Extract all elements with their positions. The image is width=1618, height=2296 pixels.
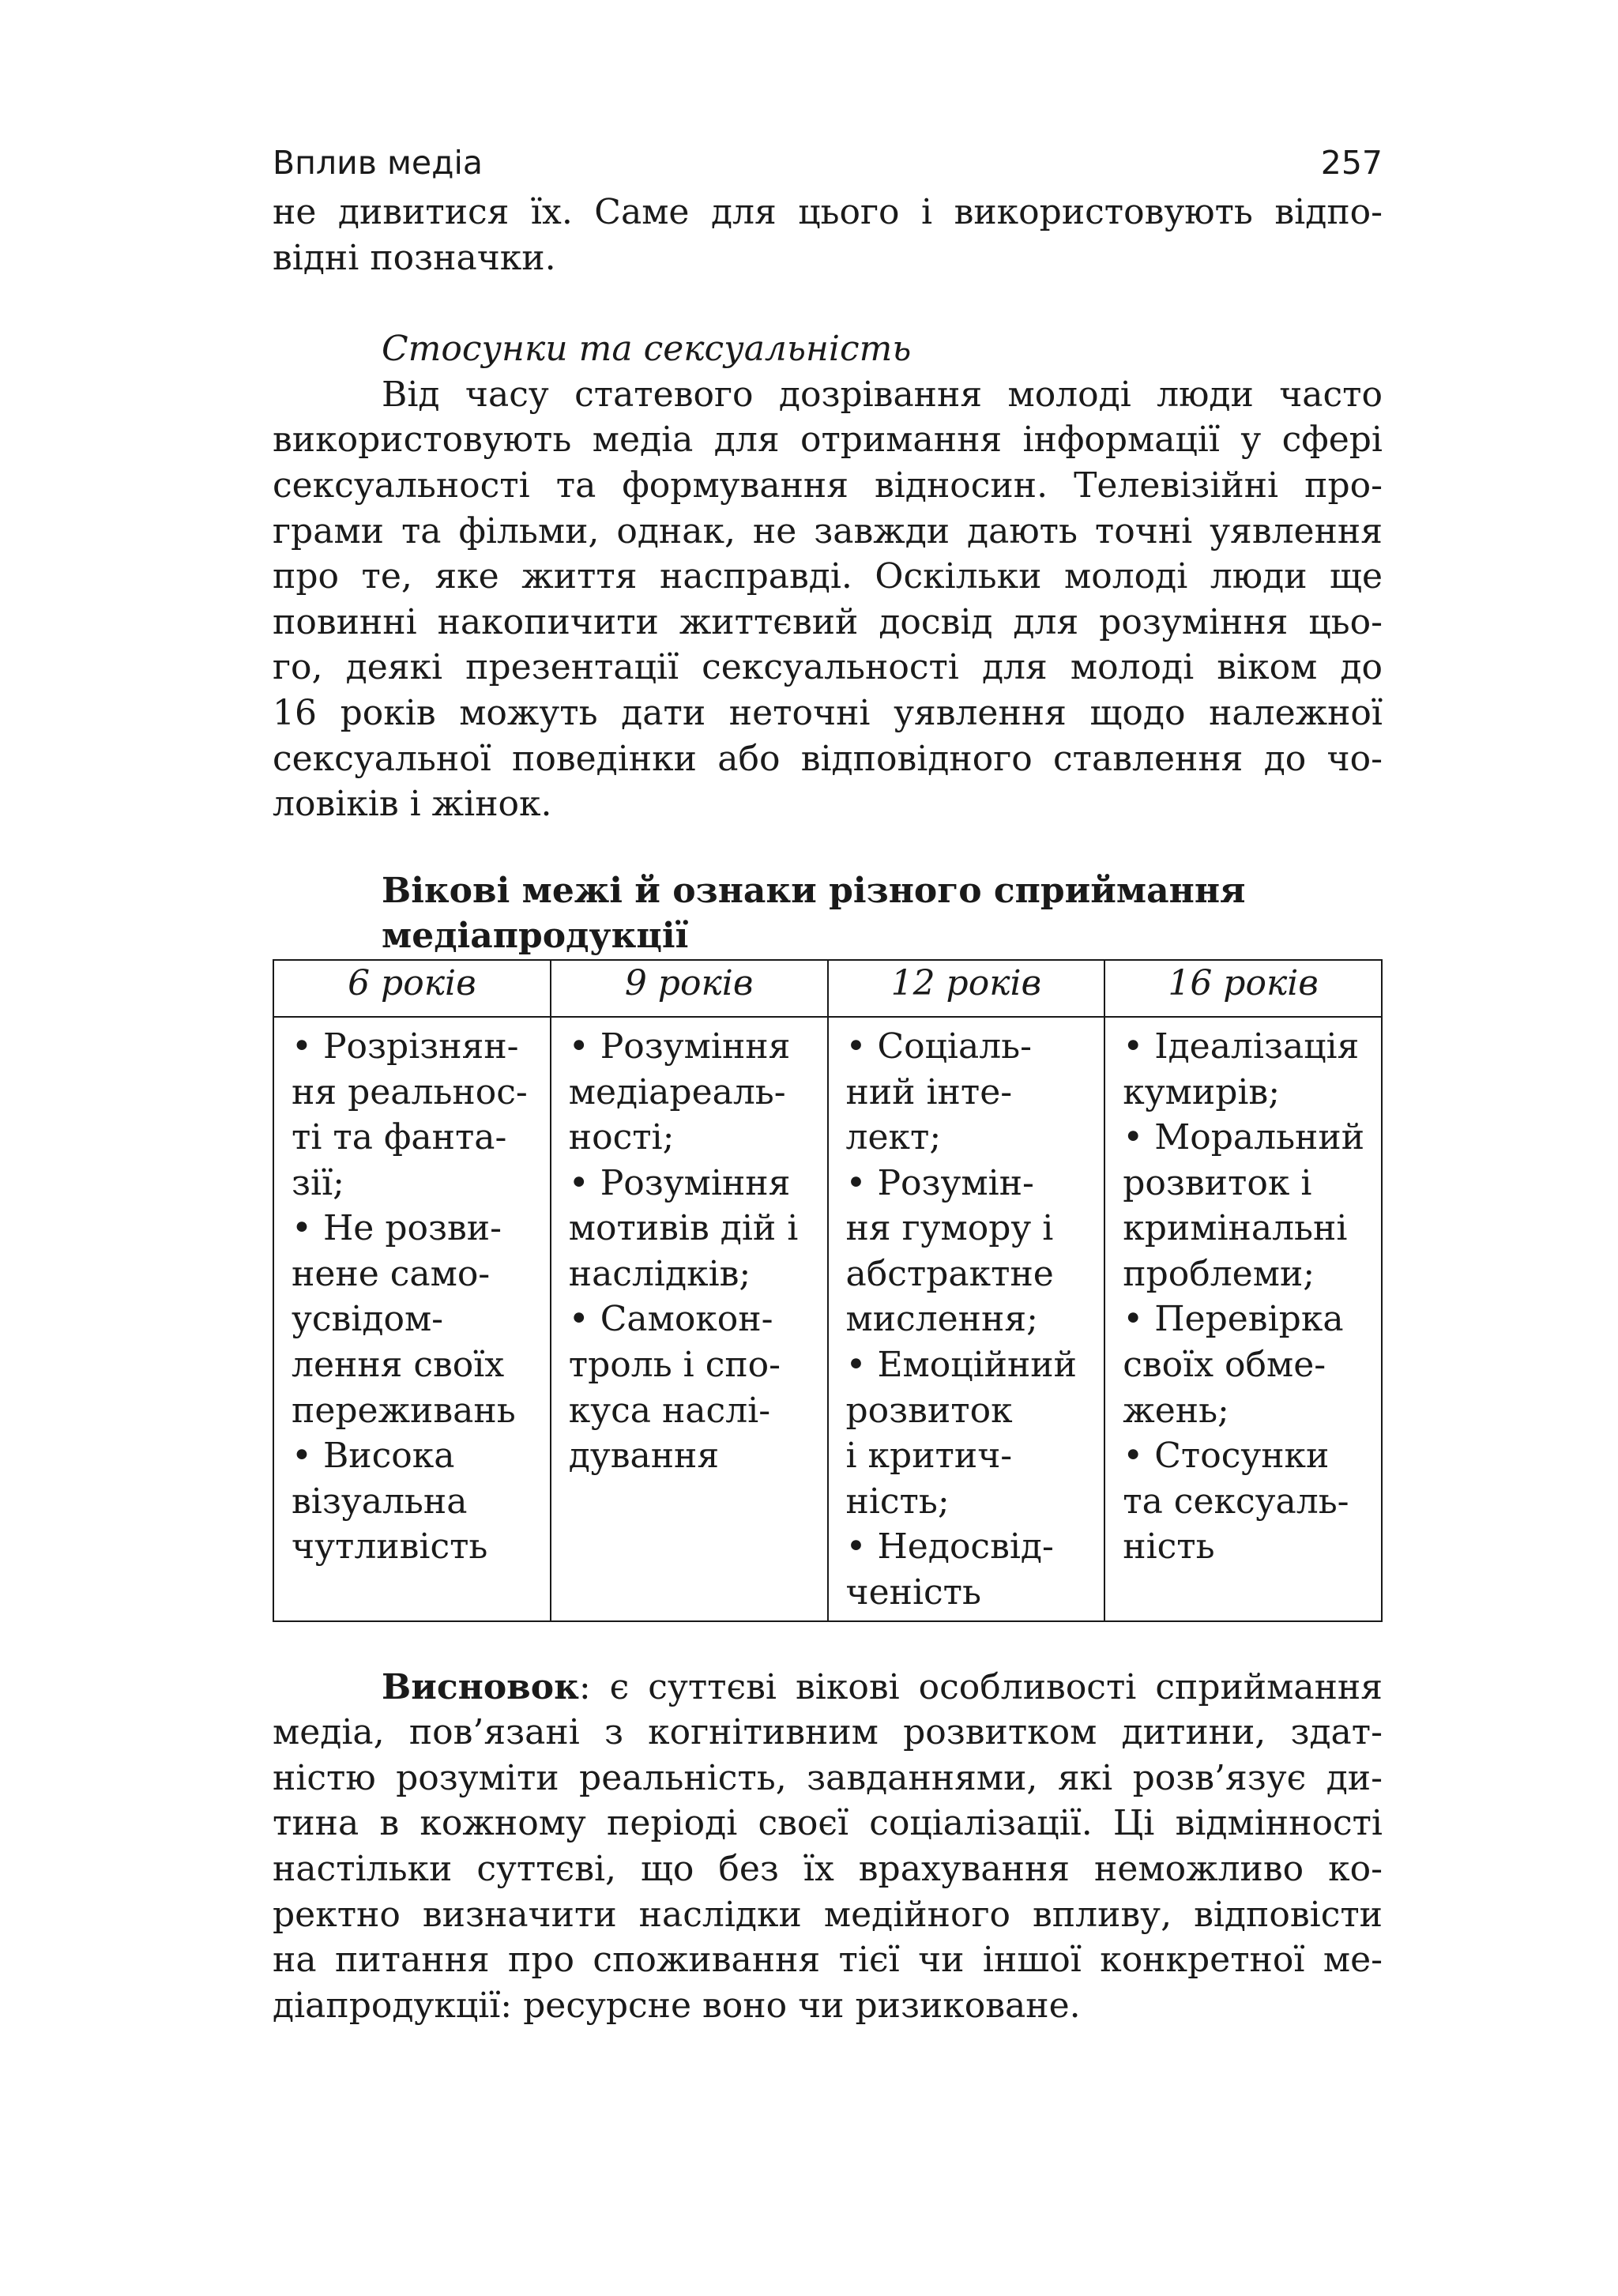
text-line: медіа, пов’язані з когнітивним розвитком дитини, здат-: [273, 1712, 1383, 1753]
subsection-title: Стосунки та сексуальність: [382, 329, 912, 370]
table-header-row: [273, 960, 1382, 1017]
text-line: не дивитися їх. Саме для цього і використовують відпо-: [273, 192, 1383, 232]
text-line: на питання про споживання тієї чи іншої конкретної ме-: [273, 1940, 1383, 1981]
cell-line: ність: [1123, 1526, 1215, 1568]
cell-line: медіареаль-: [568, 1071, 786, 1112]
cell-line: лект;: [845, 1117, 942, 1158]
cell-line: ня реальнос-: [292, 1071, 528, 1112]
cell-line: своїх обме-: [1123, 1345, 1326, 1386]
text-line: повинні накопичити життєвий досвід для розуміння цьо-: [273, 601, 1383, 642]
cell-9-years: [551, 1017, 828, 1621]
cell-line: розвиток і: [1123, 1162, 1312, 1203]
header-16-years: 16 років: [1104, 960, 1382, 1017]
cell-line: дування: [568, 1436, 720, 1477]
cell-line: кумирів;: [1123, 1071, 1281, 1112]
cell-line: ності;: [568, 1117, 675, 1158]
cell-line: і критич-: [845, 1436, 1013, 1477]
cell-6-years: [273, 1017, 551, 1621]
cell-line: • Розрізнян-: [292, 1026, 519, 1067]
cell-line: мислення;: [845, 1299, 1038, 1340]
table-title-line: медіапродукції: [382, 916, 689, 957]
conclusion-first-line: : є суттєві вікові особливості сприймання: [578, 1666, 1383, 1707]
cell-line: абстрактне: [845, 1253, 1054, 1294]
cell-line: • Недосвід-: [845, 1526, 1054, 1568]
cell-line: лення своїх: [292, 1345, 505, 1386]
conclusion-paragraph: [273, 1665, 1383, 2029]
cell-line: та сексуаль-: [1123, 1481, 1349, 1522]
text-line: сексуальності та формування відносин. Телевізійні про-: [273, 465, 1383, 506]
text-line: ловіків і жінок.: [273, 784, 552, 825]
table-row: [273, 1017, 1382, 1621]
cell-line: • Самокон-: [568, 1299, 773, 1340]
cell-line: усвідом-: [292, 1299, 444, 1340]
page-number: 257: [1320, 144, 1383, 182]
intro-paragraph: [273, 190, 1383, 280]
text-line: сексуальної поведінки або відповідного ставлення до чо-: [273, 738, 1383, 779]
cell-line: • Розуміння: [568, 1026, 791, 1067]
cell-16-years: [1104, 1017, 1382, 1621]
cell-line: • Емоційний: [845, 1345, 1077, 1386]
cell-line: ченість: [845, 1572, 981, 1613]
text-line: відні позначки.: [273, 237, 556, 278]
text-line: тина в кожному періоді своєї соціалізації. Ці відмінності: [273, 1803, 1383, 1844]
text-line: 16 років можуть дати неточні уявлення щодо належної: [273, 692, 1383, 733]
cell-line: переживань: [292, 1390, 516, 1431]
text-line: діапродукції: ресурсне воно чи ризиковане.: [273, 1985, 1081, 2026]
cell-line: ний інте-: [845, 1071, 1013, 1112]
cell-line: • Ідеалізація: [1123, 1026, 1360, 1067]
header-6-years: 6 років: [273, 960, 551, 1017]
cell-line: ність;: [845, 1481, 950, 1522]
cell-line: • Стосунки: [1123, 1436, 1330, 1477]
cell-line: зії;: [292, 1162, 344, 1203]
cell-line: чутливість: [292, 1526, 488, 1568]
cell-line: ті та фанта-: [292, 1117, 507, 1158]
cell-12-years: [828, 1017, 1105, 1621]
text-line: використовують медіа для отримання інформації у сфері: [273, 420, 1383, 461]
cell-line: • Перевірка: [1123, 1299, 1344, 1340]
cell-line: ня гумору і: [845, 1208, 1054, 1249]
table-title: [273, 868, 1383, 959]
text-line: про те, яке життя насправді. Оскільки молоді люди ще: [273, 556, 1383, 597]
cell-line: куса наслі-: [568, 1390, 771, 1431]
cell-line: жень;: [1123, 1390, 1229, 1431]
text-line: ністю розуміти реальність, завданнями, які розв’язує ди-: [273, 1757, 1383, 1798]
text-line: грами та фільми, однак, не завжди дають точні уявлення: [273, 510, 1383, 551]
age-perception-table: [273, 959, 1383, 1622]
text-line: го, деякі презентації сексуальності для молоді віком до: [273, 647, 1383, 688]
running-header: [273, 142, 1383, 183]
text-line: настільки суттєві, що без їх врахування неможливо ко-: [273, 1849, 1383, 1889]
text-line: [273, 1665, 1383, 1711]
text-line: ректно визначити наслідки медійного впливу, відповісти: [273, 1894, 1383, 1935]
cell-line: • Моральний: [1123, 1117, 1365, 1158]
cell-line: наслідків;: [568, 1253, 751, 1294]
cell-line: • Соціаль-: [845, 1026, 1032, 1067]
cell-line: кримінальні: [1123, 1208, 1348, 1249]
cell-line: • Висока: [292, 1436, 455, 1477]
conclusion-label: Висновок: [382, 1666, 579, 1707]
cell-line: троль і спо-: [568, 1345, 781, 1386]
relations-paragraph: [273, 372, 1383, 827]
cell-line: проблеми;: [1123, 1253, 1315, 1294]
cell-line: • Розумін-: [845, 1162, 1034, 1203]
cell-line: розвиток: [845, 1390, 1013, 1431]
table-title-line: Вікові межі й ознаки різного сприймання: [382, 870, 1246, 911]
book-page: [273, 142, 1383, 2028]
cell-line: мотивів дій і: [568, 1208, 799, 1249]
header-12-years: 12 років: [828, 960, 1105, 1017]
cell-line: • Не розви-: [292, 1208, 502, 1249]
cell-line: візуальна: [292, 1481, 468, 1522]
cell-line: • Розуміння: [568, 1162, 791, 1203]
cell-line: нене само-: [292, 1253, 491, 1294]
header-9-years: 9 років: [551, 960, 828, 1017]
text-line: Від часу статевого дозрівання молоді люди часто: [382, 374, 1383, 415]
section-title: Вплив медіа: [273, 144, 483, 182]
